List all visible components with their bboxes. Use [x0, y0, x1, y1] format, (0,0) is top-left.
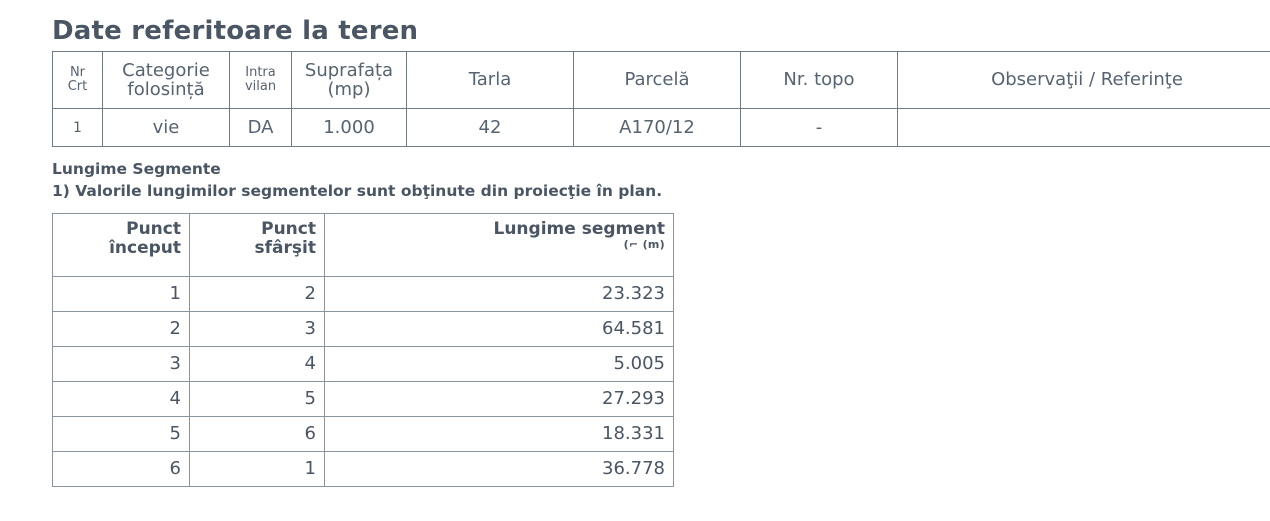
header-lungime-segment	[325, 214, 674, 277]
header-parcela: Parcelă	[574, 52, 741, 109]
cell-punct-sfarsit: 1	[190, 452, 325, 487]
header-categorie-line1: Categorie	[122, 59, 210, 81]
cell-punct-sfarsit: 3	[190, 312, 325, 347]
cell-punct-inceput: 3	[53, 347, 190, 382]
header-punct-sfarsit	[190, 214, 325, 277]
header-punct-inceput-line2: început	[109, 238, 181, 259]
table-row	[53, 347, 674, 382]
cell-punct-sfarsit: 5	[190, 382, 325, 417]
header-punct-inceput-line1: Punct	[126, 219, 181, 239]
segments-section-heading-block	[52, 158, 662, 203]
cell-punct-inceput: 4	[53, 382, 190, 417]
header-intravilan-line2: vilan	[244, 79, 277, 94]
header-categorie-line2: folosință	[127, 79, 205, 100]
header-categorie	[103, 52, 230, 109]
header-suprafata-line1: Suprafața	[304, 59, 394, 81]
cell-tarla: 42	[407, 109, 574, 147]
cell-nr-topo: -	[741, 109, 898, 147]
cell-punct-sfarsit: 4	[190, 347, 325, 382]
cell-lungime: 64.581	[325, 312, 674, 347]
cell-lungime: 5.005	[325, 347, 674, 382]
table-row	[53, 277, 674, 312]
cell-suprafata: 1.000	[292, 109, 407, 147]
page-title: Date referitoare la teren	[52, 16, 419, 46]
cell-lungime: 27.293	[325, 382, 674, 417]
cell-categorie: vie	[103, 109, 230, 147]
segments-note: 1) Valorile lungimilor segmentelor sunt obţinute din proiecţie în plan.	[52, 182, 663, 201]
header-nr-crt	[53, 52, 103, 109]
header-lungime-unit: (⌐ (m)	[623, 238, 665, 252]
cell-punct-sfarsit: 2	[190, 277, 325, 312]
table-row	[53, 109, 1270, 147]
header-nr-crt-line2: Crt	[67, 79, 88, 94]
cell-lungime: 23.323	[325, 277, 674, 312]
land-data-table	[52, 51, 1270, 147]
table-row	[53, 452, 674, 487]
segments-header-row	[53, 214, 674, 277]
land-table-header-row	[53, 52, 1270, 109]
cell-punct-inceput: 6	[53, 452, 190, 487]
header-suprafata	[292, 52, 407, 109]
table-row	[53, 382, 674, 417]
header-suprafata-line2: (mp)	[327, 79, 371, 100]
cell-observatii	[898, 109, 1270, 147]
segments-table	[52, 213, 674, 487]
table-row	[53, 312, 674, 347]
header-nr-crt-line1: Nr	[69, 64, 86, 80]
cell-punct-inceput: 1	[53, 277, 190, 312]
table-row	[53, 417, 674, 452]
header-intravilan	[230, 52, 292, 109]
cell-punct-inceput: 5	[53, 417, 190, 452]
segments-table-body	[53, 277, 674, 487]
header-punct-sfarsit-line1: Punct	[261, 219, 316, 239]
header-punct-sfarsit-line2: sfârşit	[254, 238, 316, 259]
header-lungime-segment-line1: Lungime segment	[493, 219, 665, 239]
cell-punct-sfarsit: 6	[190, 417, 325, 452]
cell-lungime: 36.778	[325, 452, 674, 487]
header-observatii: Observaţii / Referinţe	[898, 52, 1270, 109]
header-nr-topo: Nr. topo	[741, 52, 898, 109]
header-intravilan-line1: Intra	[245, 64, 276, 80]
cell-nr-crt: 1	[53, 109, 103, 147]
cell-punct-inceput: 2	[53, 312, 190, 347]
segments-heading: Lungime Segmente	[52, 160, 221, 178]
cell-parcela: A170/12	[574, 109, 741, 147]
header-tarla: Tarla	[407, 52, 574, 109]
header-punct-inceput	[53, 214, 190, 277]
cell-intravilan: DA	[230, 109, 292, 147]
cell-lungime: 18.331	[325, 417, 674, 452]
